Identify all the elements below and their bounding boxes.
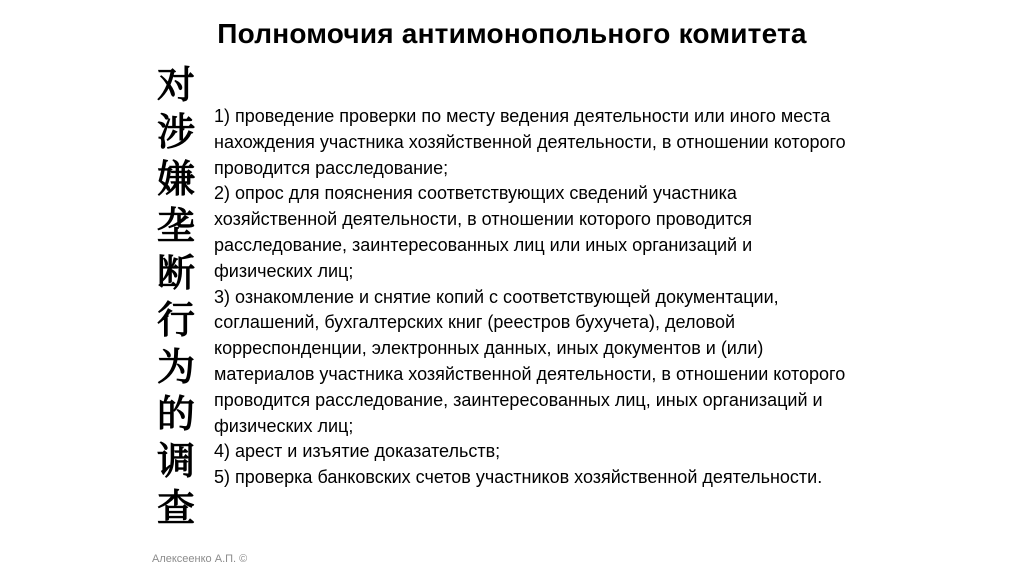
list-item: 3) ознакомление и снятие копий с соответствующей документации, соглашений, бухгалтерских книг (реестров бухучета), деловой корреспонденции, электронных данных, иных документов и (или) материалов участника хозяйственной деятельности, в отношении которого проводится расследование, заинтересованных лиц, иных организаций и физических лиц; [214, 286, 846, 436]
slide-title: Полномочия антимонопольного комитета [217, 18, 807, 49]
list-item: 1) проведение проверки по месту ведения деятельности или иного места нахождения участника хозяйственной деятельности, в отношении которого проводится расследование; [214, 106, 846, 178]
vertical-char: 查 [156, 486, 195, 530]
vertical-char: 嫌 [156, 157, 195, 201]
powers-list [214, 104, 854, 491]
footer-author: Алексеенко А.П. © [152, 553, 248, 565]
vertical-char: 调 [156, 439, 195, 483]
vertical-char: 垄 [156, 204, 195, 248]
list-item: 4) арест и изъятие доказательств; [214, 441, 501, 462]
vertical-char: 为 [156, 345, 195, 389]
vertical-char: 行 [156, 298, 195, 342]
vertical-char: 断 [156, 251, 195, 295]
vertical-char: 的 [156, 392, 195, 436]
list-item: 2) опрос для пояснения соответствующих сведений участника хозяйственной деятельности, в отношении которого проводится расследование, заинтересованных лиц или иных организаций и физических лиц; [214, 183, 753, 281]
vertical-chinese-heading [150, 62, 202, 532]
vertical-char: 涉 [156, 110, 195, 154]
list-item: 5) проверка банковских счетов участников хозяйственной деятельности. [214, 467, 823, 488]
vertical-char: 对 [156, 63, 195, 107]
